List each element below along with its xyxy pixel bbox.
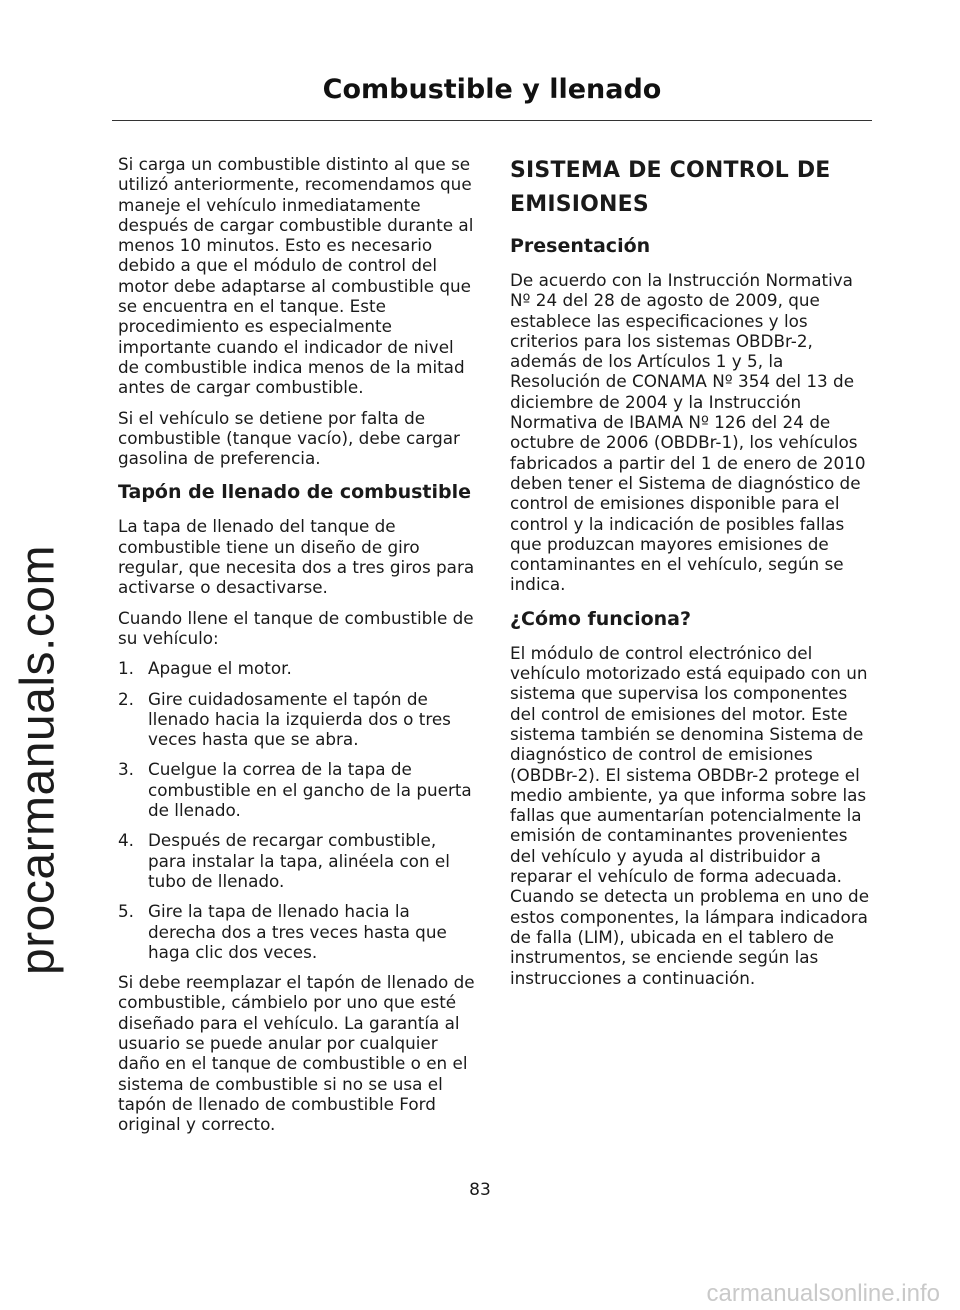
paragraph-obd-system: El módulo de control electrónico del vehículo motorizado está equipado con un sistema que supervisa los componentes del control de emisiones del motor. Este sistema también se denomina Sistema de diagnóstico de control de emisiones (OBDBr-2). El sistema OBDBr-2 protege el medio ambiente, ya que informa sobre las fallas que aumentarían potencialmente la emisión de contaminantes provenientes del vehículo y ayuda al distribuidor a reparar el vehículo de forma adecuada. Cuando se detecta un problema en uno de estos componentes, la lámpara indicadora de falla (LIM), ubicada en el tablero de instrumentos, se enciende según las instrucciones a continuación.	[510, 642, 870, 988]
step-number: 1.	[118, 658, 135, 679]
step-text: Cuelgue la correa de la tapa de combustible en el gancho de la puerta de llenado.	[148, 759, 472, 821]
list-item	[118, 658, 478, 678]
footer-watermark: carmanualsonline.info	[706, 1280, 940, 1307]
step-text: Después de recargar combustible, para instalar la tapa, alinéela con el tubo de llenado.	[148, 830, 450, 891]
step-text: Apague el motor.	[148, 658, 292, 679]
paragraph-regulation: De acuerdo con la Instrucción Normativa Nº 24 del 28 de agosto de 2009, que establece las especificaciones y los criterios para los sistemas OBDBr-2, además de los Artículos 1 y 5, la Resolución de CONAMA Nº 354 del 13 de diciembre de 2004 y la Instrucción Normativa de IBAMA Nº 126 del 24 de octubre de 2006 (OBDBr-1), los vehículos fabricados a partir del 1 de enero de 2010 deben tener el Sistema de diagnóstico de control de emisiones disponible para el control y la indicación de posibles fallas que produzcan mayores emisiones de contaminantes en el vehículo, según se indica.	[510, 270, 866, 595]
right-column	[510, 154, 870, 998]
paragraph-empty-tank: Si el vehículo se detiene por falta de combustible (tanque vacío), debe cargar gasolina de preferencia.	[118, 407, 460, 469]
page-number: 83	[469, 1180, 491, 1200]
step-number: 2.	[118, 688, 135, 709]
paragraph-cap-replacement: Si debe reemplazar el tapón de llenado de combustible, cámbielo por uno que esté diseñado para el vehículo. La garantía al usuario se puede anular por cualquier daño en el tanque de combustible o en el sistema de combustible si no se usa el tapón de llenado de combustible Ford original y correcto.	[118, 972, 475, 1135]
step-text: Gire cuidadosamente el tapón de llenado hacia la izquierda dos o tres veces hasta que se abra.	[148, 688, 451, 750]
step-number: 4.	[118, 830, 135, 851]
list-item	[118, 759, 478, 820]
header-rule	[112, 120, 872, 121]
step-number: 5.	[118, 901, 135, 922]
list-item	[118, 901, 478, 962]
heading-how-it-works: ¿Cómo funciona?	[510, 607, 692, 630]
heading-presentation: Presentación	[510, 235, 651, 257]
left-column	[118, 154, 478, 1144]
section-title-emissions: SISTEMA DE CONTROL DE EMISIONES	[510, 158, 831, 217]
list-item	[118, 689, 478, 750]
page-title: Combustible y llenado	[322, 74, 662, 105]
step-number: 3.	[118, 759, 135, 780]
list-item	[118, 830, 478, 891]
heading-fuel-cap: Tapón de llenado de combustible	[118, 481, 472, 504]
paragraph-fill-intro: Cuando llene el tanque de combustible de su vehículo:	[118, 607, 474, 648]
paragraph-fuel-change: Si carga un combustible distinto al que se utilizó anteriormente, recomendamos que maneje el vehículo inmediatamente después de cargar combustible durante al menos 10 minutos. Esto es necesario debido a que el módulo de control del motor debe adaptarse al combustible que se encuentra en el tanque. Este procedimiento es especialmente importante cuando el indicador de nivel de combustible indica menos de la mitad antes de cargar combustible.	[118, 154, 474, 398]
step-text: Gire la tapa de llenado hacia la derecha dos a tres veces hasta que haga clic dos veces.	[148, 901, 447, 962]
fill-steps-list	[118, 658, 478, 962]
paragraph-cap-design: La tapa de llenado del tanque de combustible tiene un diseño de giro regular, que necesita dos a tres giros para activarse o desactivarse.	[118, 516, 475, 598]
side-watermark: procarmanuals.com	[11, 545, 65, 975]
